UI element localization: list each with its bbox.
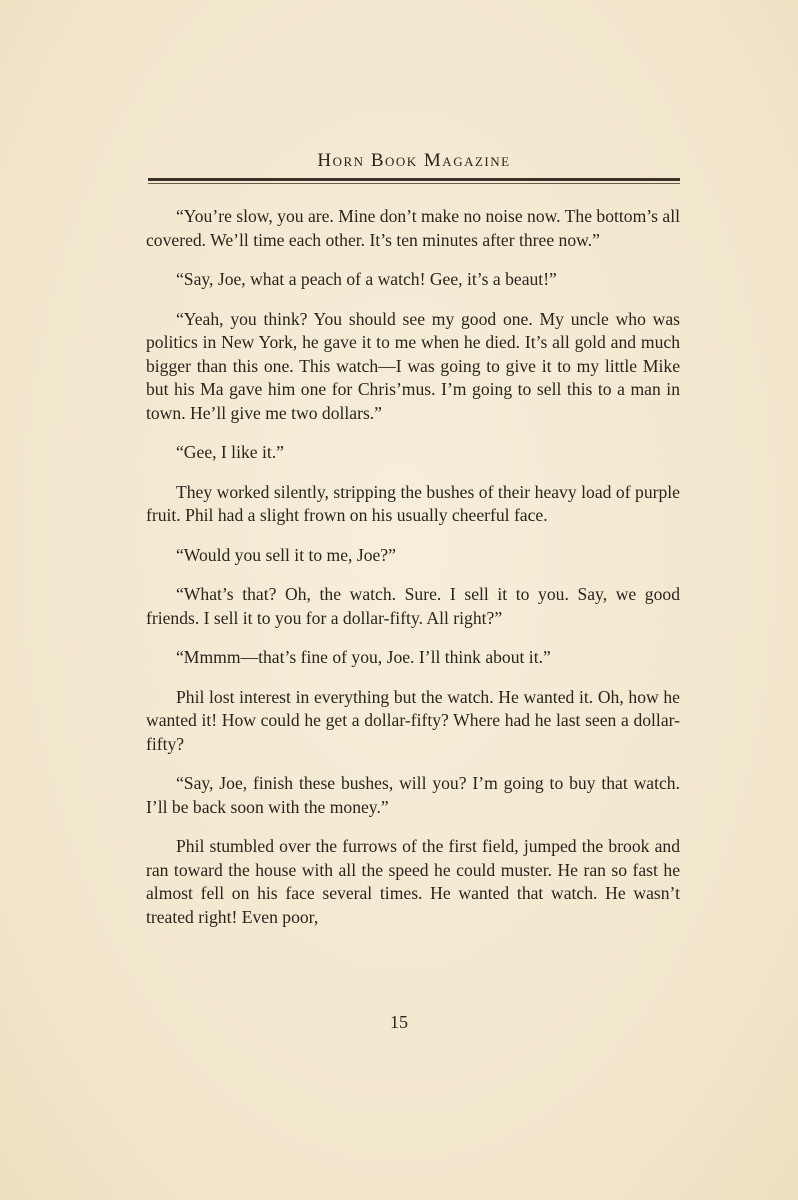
body-text [146,205,680,945]
header-rule [148,178,680,181]
paragraph: “Would you sell it to me, Joe?” [176,544,396,565]
paragraph: “You’re slow, you are. Mine don’t make no noise now. The bottom’s all covered. We’ll time each other. It’s ten minutes after three now.” [146,206,680,250]
paragraph: Phil stumbled over the furrows of the first field, jumped the brook and ran toward the house with all the speed he could muster. He ran so fast he almost fell on his face several times. He wanted that watch. He wasn’t treated right! Even poor, [146,836,680,927]
paragraph: “Yeah, you think? You should see my good one. My uncle who was politics in New York, he gave it to me when he died. It’s all gold and much bigger than this one. This watch—I was going to give it to my little Mike but his Ma gave him one for Chris’mus. I’m going to sell this to a man in town. He’ll give me two dollars.” [146,308,680,423]
paragraph: “Mmmm—that’s fine of you, Joe. I’ll think about it.” [176,647,551,667]
paragraph: “What’s that? Oh, the watch. Sure. I sell it to you. Say, we good friends. I sell it to you for a dollar-fifty. All right?” [146,584,680,628]
paragraph: Phil lost interest in everything but the watch. He wanted it. Oh, how he wanted it! How could he get a dollar-fifty? Where had he last seen a dollar-fifty? [146,686,680,754]
paragraph: They worked silently, stripping the bushes of their heavy load of purple fruit. Phil had a slight frown on his usually cheerful face. [146,481,680,525]
paragraph: “Gee, I like it.” [176,442,284,462]
header-rule-thin [148,183,680,184]
running-header [148,150,680,172]
page-number: 15 [390,1012,408,1032]
paragraph: “Say, Joe, what a peach of a watch! Gee, it’s a beaut!” [176,269,557,289]
paragraph: “Say, Joe, finish these bushes, will you? I’m going to buy that watch. I’ll be back soon with the money.” [146,773,680,817]
magazine-title: Horn Book Magazine [317,150,511,171]
